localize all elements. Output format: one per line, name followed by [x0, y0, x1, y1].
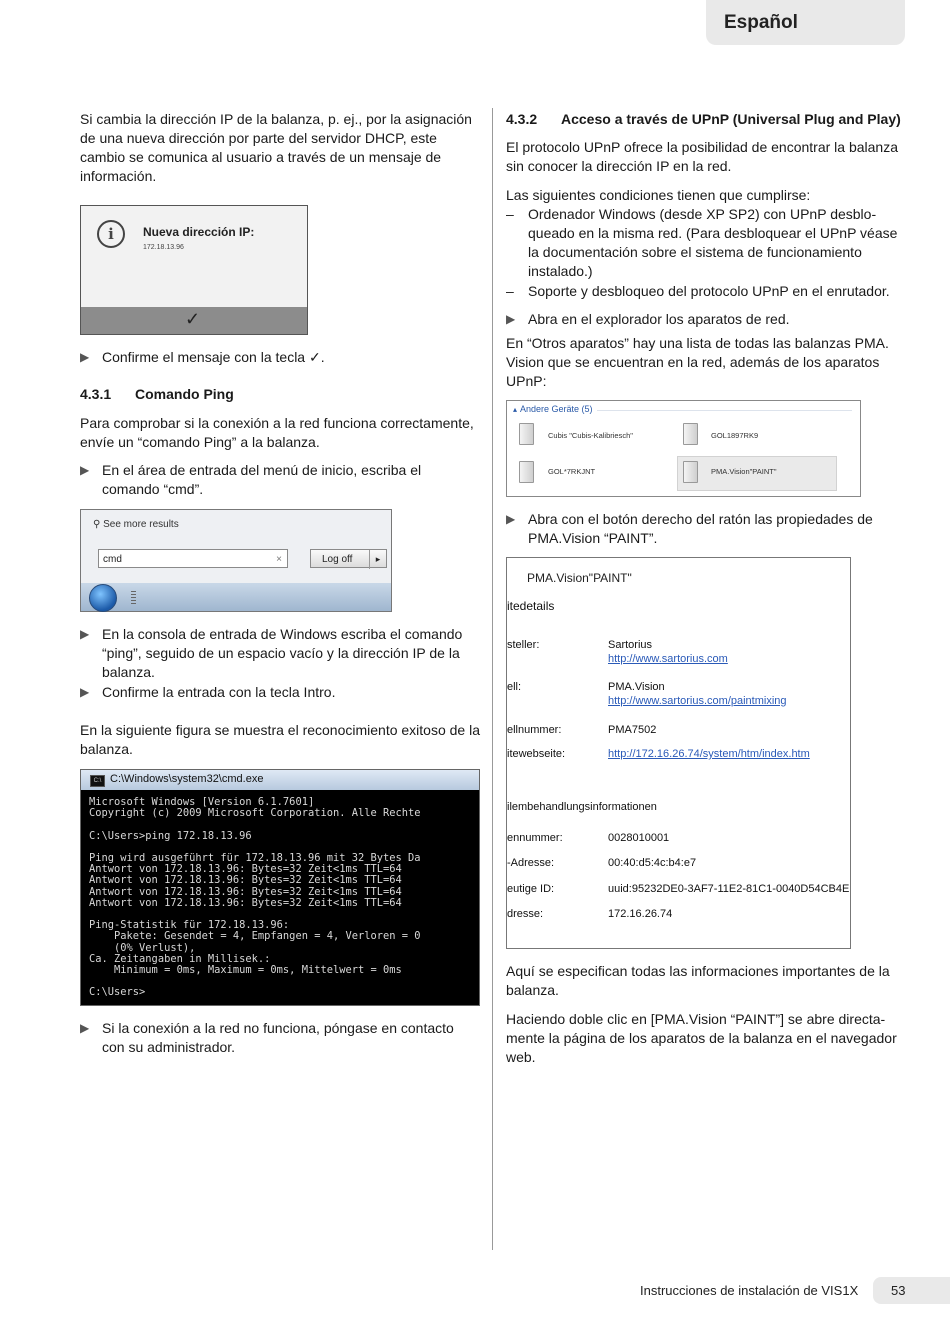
value-manufacturer: Sartorius	[608, 639, 653, 651]
ping-paragraph: Para comprobar si la conexión a la red funciona correctamente, envíe un “comando Ping” a la balanza.	[80, 415, 474, 450]
bullet-explorer	[506, 310, 928, 329]
windows-start-icon[interactable]	[89, 584, 117, 612]
link-manufacturer[interactable]: http://www.sartorius.com	[608, 653, 728, 665]
value-unique-id: uuid:95232DE0-3AF7-11E2-81C1-0040D54CB4E	[608, 883, 850, 895]
bullet-props	[506, 510, 928, 548]
start-search-input[interactable]	[98, 549, 288, 568]
value-serial: 0028010001	[608, 832, 670, 844]
cmd-title: C:\Windows\system32\cmd.exe	[110, 773, 264, 785]
bullet-cmd-line2: comando “cmd”.	[102, 481, 204, 497]
chevron-right-icon[interactable]: ▸	[369, 550, 386, 569]
info-paragraph: Aquí se especifican todas las informaciones importantes de la balanza.	[506, 963, 890, 998]
bullet-admin-line2: con su administrador.	[102, 1039, 236, 1055]
link-website[interactable]: http://172.16.26.74/system/htm/index.htm	[608, 748, 810, 760]
bullet-props-line1: Abra con el botón derecho del ratón las propiedades de	[528, 511, 873, 527]
upnp-paragraph: El protocolo UPnP ofrece la posibilidad de encontrar la balanza sin conocer la dirección IP en la red.	[506, 139, 898, 174]
device-gol2[interactable]: GOL*7RKJNT	[548, 467, 596, 476]
log-off-label: Log off	[322, 554, 353, 565]
label-mac: -Adresse:	[507, 857, 555, 869]
properties-title: PMA.Vision"PAINT"	[527, 571, 632, 585]
value-model-number: PMA7502	[608, 724, 657, 736]
language-tab	[706, 0, 905, 45]
bullet-arrow-icon: ▶	[80, 685, 90, 699]
cmd-output: Microsoft Windows [Version 6.1.7601] Copyright (c) 2009 Microsoft Corporation. Alle Rechte C:\Users>ping 172.18.13.96 Ping wird ausgeführt für 172.18.13.96 mit 32 Bytes Da Antwort von 172.18.13.96: Bytes=32 Zeit<1ms TTL=64 Antwort von 172.18.13.96: Bytes=32 Zeit<1ms TTL=64 Antwort von 172.18.13.96: Bytes=32 Zeit<1ms TTL=64 Antwort von 172.18.13.96: Bytes=32 Zeit<1ms TTL=64 Ping-Statistik für 172.18.13.96: Pakete: Gesendet = 4, Empfangen = 4, Verloren = 0 (0% Verlust), Ca. Zeitangaben in Millisek.: Minimum = 0ms, Maximum = 0ms, Mittelwert = 0ms C:\Users>	[89, 797, 421, 999]
dialog-ok-bar[interactable]	[81, 307, 307, 334]
dash1-line1: Ordenador Windows (desde XP SP2) con UPnP desblo-	[528, 206, 877, 222]
dash1-line3: la documentación sobre el sistema de funcionamiento	[528, 244, 862, 260]
clear-icon[interactable]: ×	[276, 554, 282, 565]
bullet-cmd	[80, 461, 502, 499]
device-icon	[683, 461, 698, 483]
bullet-intro-text: Confirme la entrada con la tecla Intro.	[102, 684, 336, 700]
bullet-console	[80, 625, 502, 682]
check-icon: ✓	[185, 309, 201, 329]
double-click-paragraph: Haciendo doble clic en [PMA.Vision “PAINT”] se abre directa- mente la página de los aparatos de la balanza en el navegador web.	[506, 1011, 897, 1065]
device-cubis[interactable]: Cubis "Cubis-Kalibriesch"	[548, 431, 633, 440]
device-icon	[519, 461, 534, 483]
log-off-button[interactable]	[310, 549, 387, 568]
bullet-intro	[80, 683, 502, 702]
bullet-arrow-icon: ▶	[80, 463, 90, 477]
bullet-console-line2: “ping”, seguido de un espacio vacío y la dirección IP de la	[102, 645, 460, 661]
dialog-title: Nueva dirección IP:	[143, 225, 255, 239]
search-icon: ⚲	[93, 519, 101, 530]
section-431-title: Comando Ping	[135, 386, 234, 402]
label-ip: dresse:	[507, 908, 544, 920]
bullet-console-line1: En la consola de entrada de Windows escriba el comando	[102, 626, 463, 642]
dash1-line2: queado en la misma red. (Para desbloquear el UPnP véase	[528, 225, 898, 241]
label-website: itewebseite:	[507, 748, 566, 760]
footer-doc-title: Instrucciones de instalación de VIS1X	[640, 1283, 859, 1298]
label-manufacturer: steller:	[507, 639, 540, 651]
value-ip: 172.16.26.74	[608, 908, 673, 920]
bullet-confirm-text: Confirme el mensaje con la tecla ✓.	[102, 349, 325, 365]
device-icon	[519, 423, 534, 445]
section-431-heading	[80, 385, 234, 404]
cmd-titlebar	[81, 770, 479, 790]
start-menu-screenshot	[80, 509, 392, 612]
condition-router	[506, 282, 938, 301]
bullet-admin-line1: Si la conexión a la red no funciona, póngase en contacto	[102, 1020, 454, 1036]
bullet-admin	[80, 1019, 502, 1057]
other-devices-paragraph: En “Otros aparatos” hay una lista de todas las balanzas PMA. Vision que se encuentran en la red, además de los aparatos UPnP:	[506, 335, 889, 389]
section-432-title: Acceso a través de UPnP (Universal Plug and Play)	[561, 111, 901, 127]
dash-glyph: –	[506, 283, 514, 299]
dash2-text: Soporte y desbloqueo del protocolo UPnP en el enrutador.	[528, 283, 890, 299]
group-line	[597, 410, 852, 411]
bullet-arrow-icon: ▶	[80, 627, 90, 641]
recognition-paragraph: En la siguiente figura se muestra el reconocimiento exitoso de la balanza.	[80, 722, 480, 757]
section-432-heading	[506, 110, 901, 129]
cmd-window-screenshot	[80, 769, 480, 1006]
bullet-console-line3: balanza.	[102, 664, 155, 680]
properties-section-device-details: itedetails	[507, 599, 555, 613]
page-number: 53	[891, 1283, 906, 1298]
taskbar	[81, 583, 391, 611]
language-label: Español	[724, 12, 798, 33]
bullet-arrow-icon: ▶	[80, 350, 90, 364]
label-model-number: ellnummer:	[507, 724, 562, 736]
search-value: cmd	[103, 554, 122, 565]
device-pma-vision[interactable]: PMA.Vision"PAINT"	[711, 467, 777, 476]
device-properties-screenshot	[506, 557, 851, 949]
devices-group-header[interactable]: ▴ Andere Geräte (5)	[513, 404, 593, 414]
section-431-number: 4.3.1	[80, 386, 112, 402]
info-icon: i	[97, 220, 125, 248]
new-ip-dialog-screenshot	[80, 205, 308, 335]
see-more-label: See more results	[103, 519, 179, 530]
network-devices-screenshot	[506, 400, 861, 497]
label-unique-id: eutige ID:	[507, 883, 555, 895]
device-icon	[683, 423, 698, 445]
value-mac: 00:40:d5:4c:b4:e7	[608, 857, 697, 869]
bullet-cmd-line1: En el área de entrada del menú de inicio, escriba el	[102, 462, 422, 478]
bullet-props-line2: PMA.Vision “PAINT”.	[528, 530, 658, 546]
see-more-results-link[interactable]	[93, 519, 179, 530]
bullet-arrow-icon: ▶	[506, 312, 516, 326]
taskbar-grip-icon	[131, 591, 136, 605]
dhcp-paragraph: Si cambia la dirección IP de la balanza, p. ej., por la asignación de una nueva dirección por parte del servidor DHCP, este cambio se comunica al usuario a través de un mensaje de información.	[80, 111, 472, 184]
dash-glyph: –	[506, 206, 514, 222]
section-432-number: 4.3.2	[506, 111, 538, 127]
bullet-arrow-icon: ▶	[506, 512, 516, 526]
label-model: ell:	[507, 681, 522, 693]
cmd-icon: C:\	[90, 775, 105, 787]
properties-section-troubleshooting: ilembehandlungsinformationen	[507, 801, 657, 813]
page-number-box	[873, 1277, 950, 1304]
condition-windows	[506, 205, 928, 281]
conditions-paragraph: Las siguientes condiciones tienen que cumplirse:	[506, 187, 811, 203]
bullet-explorer-text: Abra en el explorador los aparatos de red.	[528, 311, 790, 327]
value-model: PMA.Vision	[608, 681, 665, 693]
bullet-confirm	[80, 348, 502, 367]
dash1-line4: instalado.)	[528, 263, 593, 279]
label-serial: ennummer:	[507, 832, 563, 844]
bullet-arrow-icon: ▶	[80, 1021, 90, 1035]
dialog-address: 172.18.13.96	[143, 244, 184, 251]
link-model[interactable]: http://www.sartorius.com/paintmixing	[608, 695, 787, 707]
device-gol1[interactable]: GOL1897RK9	[711, 431, 759, 440]
